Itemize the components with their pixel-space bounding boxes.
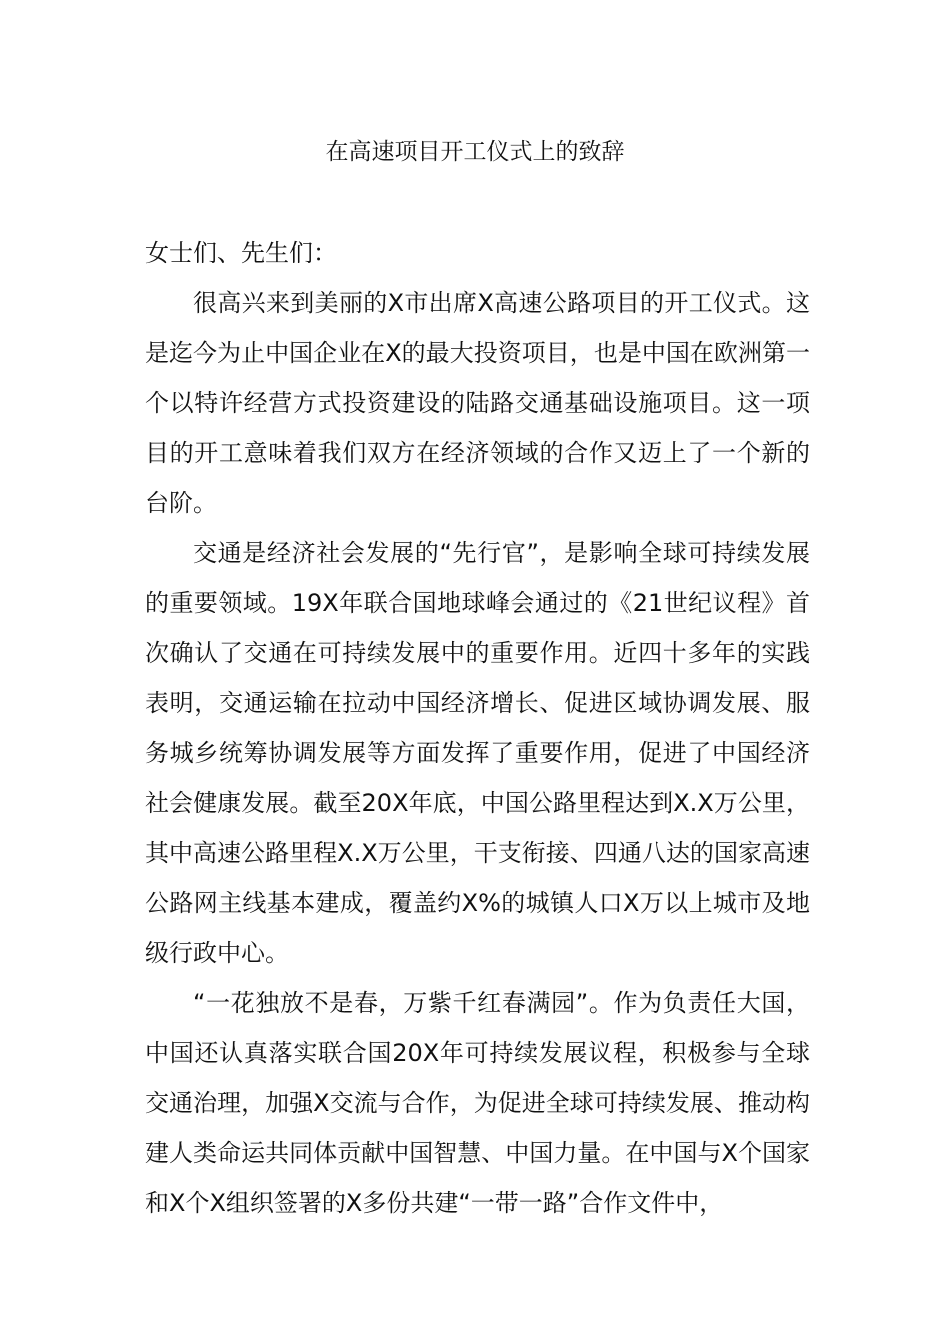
paragraph-transport: 交通是经济社会发展的“先行官”，是影响全球可持续发展的重要领域。19X年联合国地球峰会通过的《21世纪议程》首次确认了交通在可持续发展中的重要作用。近四十多年的实践表明，交通运输在拉动中国经济增长、促进区域协调发展、服务城乡统筹协调发展等方面发挥了重要作用，促进了中国经济社会健康发展。截至20X年底，中国公路里程达到X.X万公里，其中高速公路里程X.X万公里，干支衔接、四通八达的国家高速公路网主线基本建成，覆盖约X%的城镇人口X万以上城市及地级行政中心。 (145, 539, 810, 967)
paragraph-opening: 很高兴来到美丽的X市出席X高速公路项目的开工仪式。这是迄今为止中国企业在X的最大投资项目，也是中国在欧洲第一个以特许经营方式投资建设的陆路交通基础设施项目。这一项目的开工意味着我们双方在经济领域的合作又迈上了一个新的台阶。 (145, 289, 810, 517)
document-title: 在高速项目开工仪式上的致辞 (325, 139, 625, 165)
document-body (145, 228, 810, 1228)
salutation: 女士们、先生们： (145, 239, 337, 267)
paragraph-cooperation: “一花独放不是春，万紫千红春满园”。作为负责任大国，中国还认真落实联合国20X年可持续发展议程，积极参与全球交通治理，加强X交流与合作，为促进全球可持续发展、推动构建人类命运共同体贡献中国智慧、中国力量。在中国与X个国家和X个X组织签署的X多份共建“一带一路”合作文件中， (145, 989, 810, 1217)
